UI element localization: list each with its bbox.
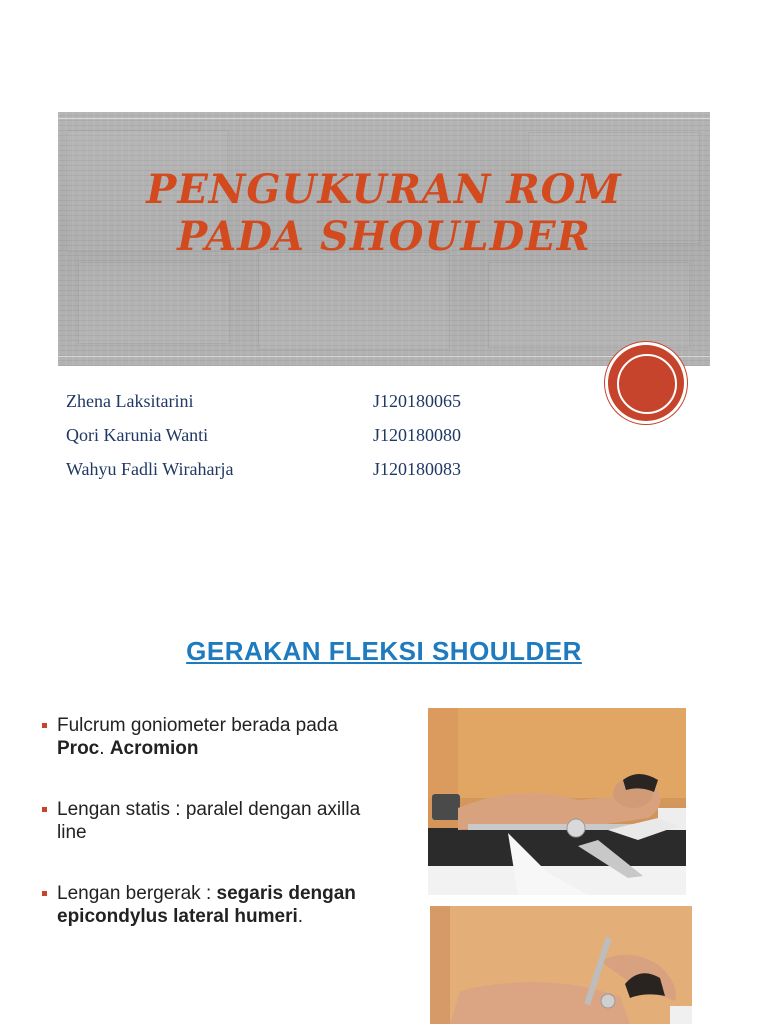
content-slide xyxy=(0,576,768,1024)
title-line-2: PADA SHOULDER xyxy=(177,213,591,260)
author-name: Zhena Laksitarini xyxy=(66,390,194,411)
author-id: J120180083 xyxy=(373,458,462,479)
bullet-item xyxy=(40,714,380,760)
author-name: Wahyu Fadli Wiraharja xyxy=(66,458,234,479)
goniometer-photo-1 xyxy=(428,708,686,895)
bullet-item xyxy=(40,798,380,844)
bullet-text: Lengan statis : paralel dengan axilla line xyxy=(57,799,361,843)
photo-illustration xyxy=(428,708,686,895)
title-banner xyxy=(58,112,710,366)
banner-texture-block xyxy=(488,262,690,348)
bullet-text: Fulcrum goniometer berada pada xyxy=(57,715,338,736)
presentation-title xyxy=(58,166,710,260)
bullet-bold-text: segaris dengan epicondylus lateral humeri xyxy=(57,883,356,927)
banner-texture-block xyxy=(78,262,230,344)
bullet-bold-text: Proc xyxy=(57,738,100,759)
title-line-1: PENGUKURAN ROM xyxy=(146,166,622,213)
bullet-square-icon xyxy=(42,807,47,812)
bullet-text-end: . xyxy=(297,906,304,927)
author-row xyxy=(66,384,526,418)
photo-illustration xyxy=(430,906,692,1024)
author-id: J120180080 xyxy=(373,424,462,445)
banner-top-line xyxy=(58,118,710,119)
author-name: Qori Karunia Wanti xyxy=(66,424,209,445)
bullet-separator: . xyxy=(99,738,110,759)
bullet-bold-text: Acromion xyxy=(109,738,199,759)
author-row xyxy=(66,452,526,486)
bullet-square-icon xyxy=(42,891,47,896)
bullet-text: Lengan bergerak : xyxy=(57,883,217,904)
author-row xyxy=(66,418,526,452)
bullet-square-icon xyxy=(42,723,47,728)
bullet-list xyxy=(40,714,380,966)
slide-heading: GERAKAN FLEKSI SHOULDER xyxy=(186,636,582,666)
decorative-circle-ring xyxy=(617,354,677,414)
author-id: J120180065 xyxy=(373,390,462,411)
bullet-item xyxy=(40,882,380,928)
author-list xyxy=(66,384,526,486)
goniometer-photo-2 xyxy=(430,906,692,1024)
banner-bottom-line xyxy=(58,356,710,357)
banner-texture-block xyxy=(258,252,450,350)
decorative-circle-icon xyxy=(608,345,684,421)
